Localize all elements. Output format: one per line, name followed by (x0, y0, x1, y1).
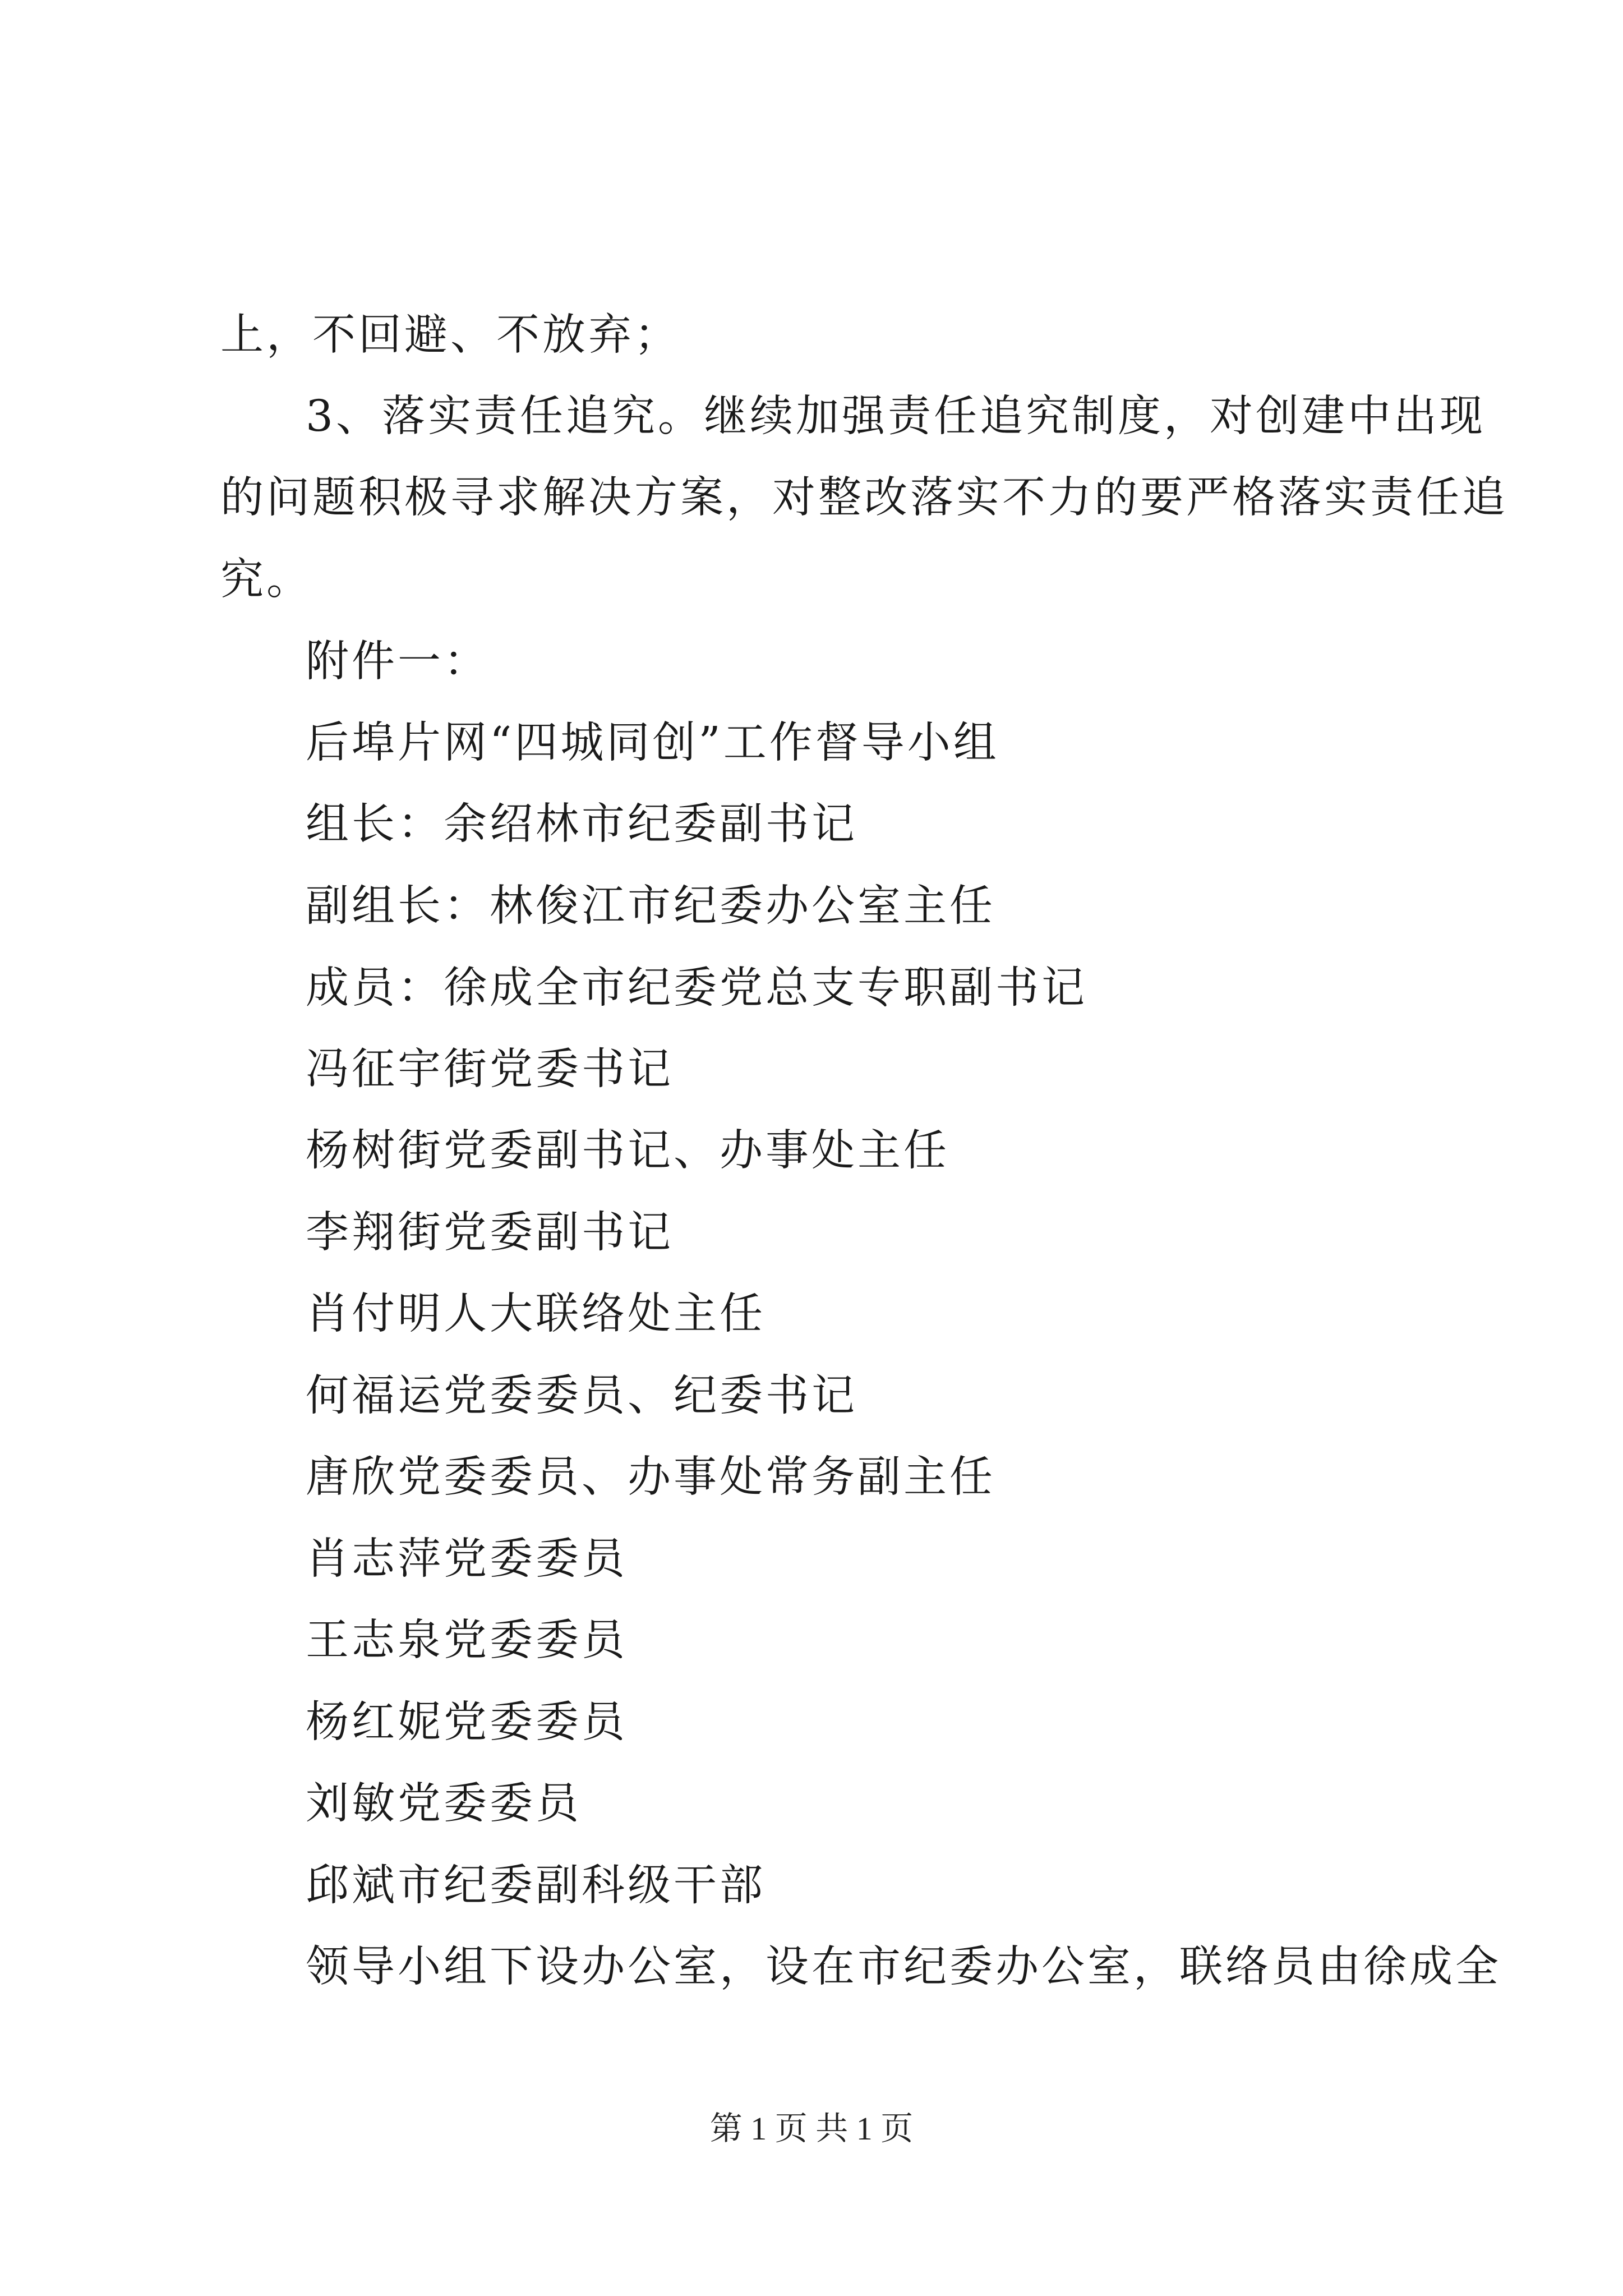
text-line: 邱斌市纪委副科级干部 (306, 1861, 766, 1911)
text-line: 肖志萍党委委员 (306, 1534, 628, 1584)
text-line: 究。 (220, 555, 312, 605)
text-line: 杨树街党委副书记、办事处主任 (306, 1126, 949, 1176)
text-line: 组长：余绍林市纪委副书记 (306, 799, 857, 849)
text-line: 唐欣党委委员、办事处常务副主任 (306, 1452, 995, 1502)
text-line: 刘敏党委委员 (306, 1779, 582, 1829)
text-line: 肖付明人大联络处主任 (306, 1289, 766, 1339)
page-footer: 第 1 页 共 1 页 (709, 2110, 914, 2147)
text-line: 冯征宇街党委书记 (306, 1045, 674, 1094)
text-line: 李翔街党委副书记 (306, 1208, 674, 1258)
text-line: 王志泉党委委员 (306, 1616, 628, 1665)
text-line: 副组长：林俊江市纪委办公室主任 (306, 881, 995, 931)
text-line: 的问题积极寻求解决方案，对整改落实不力的要严格落实责任追 (220, 473, 1508, 523)
text-line: 上，不回避、不放弃； (220, 310, 680, 360)
text-line: 杨红妮党委委员 (306, 1697, 628, 1747)
text-line: 成员：徐成全市纪委党总支专职副书记 (306, 963, 1087, 1013)
text-line: 后埠片网“四城同创”工作督导小组 (306, 718, 999, 768)
text-line: 3、落实责任追究。继续加强责任追究制度，对创建中出现 (306, 392, 1486, 441)
text-line: 领导小组下设办公室，设在市纪委办公室，联络员由徐成全 (306, 1942, 1501, 1992)
text-line: 何福运党委委员、纪委书记 (306, 1371, 857, 1421)
text-line: 附件一： (306, 637, 490, 687)
